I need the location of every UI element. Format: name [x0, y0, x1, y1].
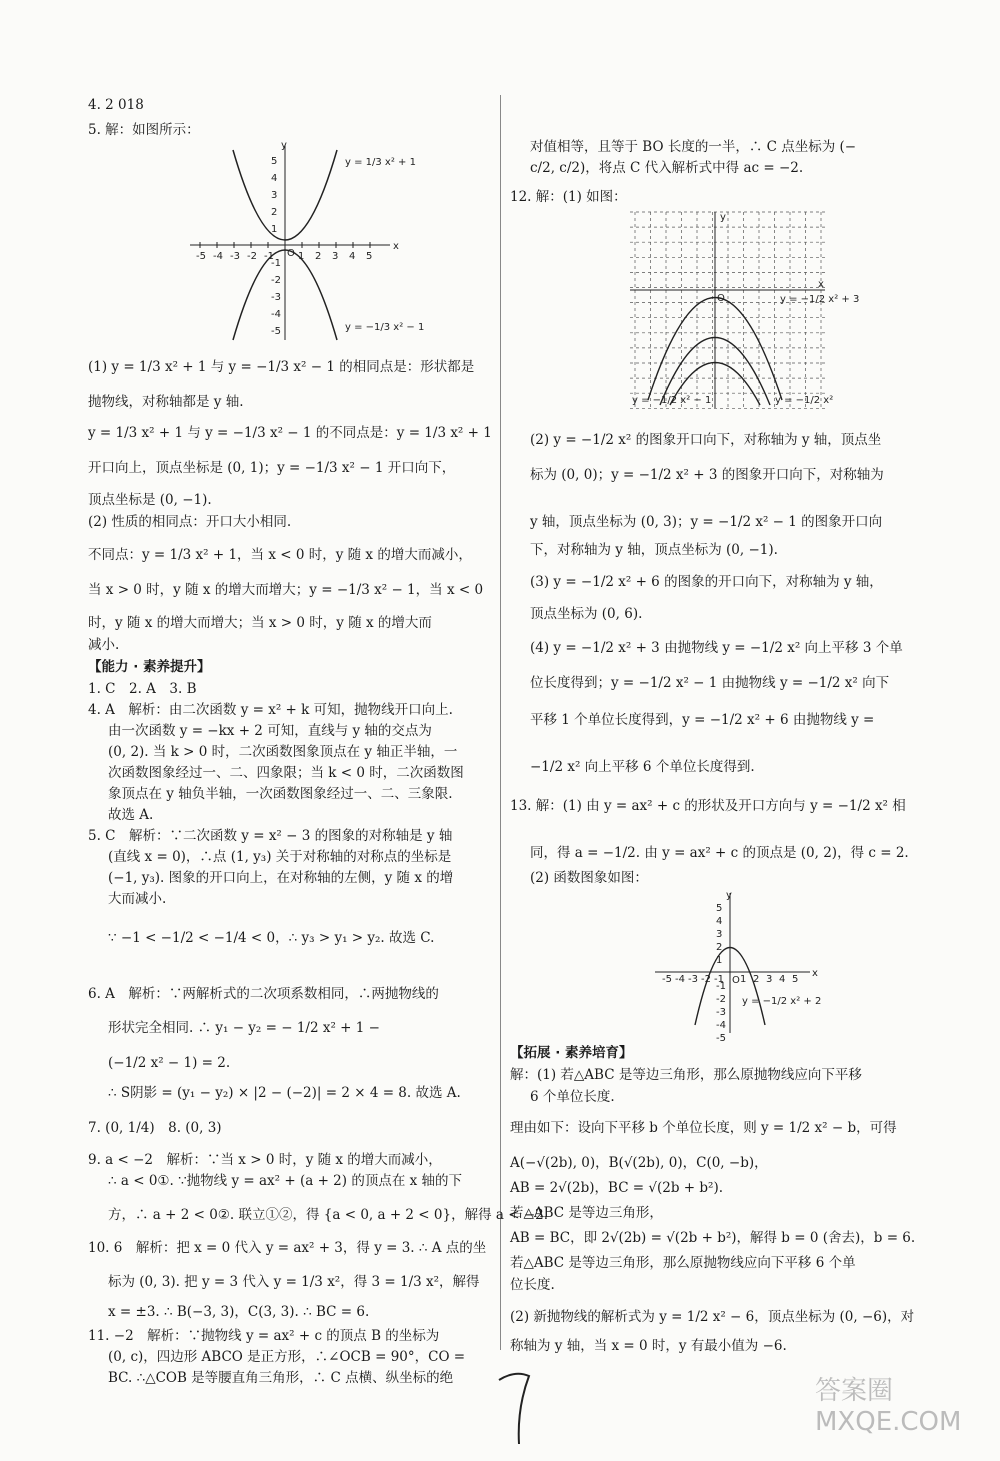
fig13-y-tick-label: -5 [716, 1033, 726, 1044]
fig13-x-tick-label: 1 [740, 974, 747, 985]
fig13-curve-label: y = −1/2 x² + 2 [742, 996, 822, 1007]
text-line: ∵ −1 < −1/2 < −1/4 < 0，∴ y₃ > y₁ > y₂. 故选 C. [108, 930, 435, 946]
text-line: 7. (0, 1/4) 8. (0, 3) [88, 1120, 222, 1136]
text-line: ∴ S阴影 = (y₁ − y₂) × |2 − (−2)| = 2 × 4 = 8. 故选 A. [108, 1085, 461, 1101]
fig13-y-tick-label: 3 [716, 929, 723, 940]
text-line: c/2, c/2)，将点 C 代入解析式中得 ac = −2. [530, 160, 804, 176]
fig5-lower-curve-label: y = −1/3 x² − 1 [345, 322, 425, 333]
text-line: 形状完全相同. ∴ y₁ − y₂ = − 1/2 x² + 1 − [108, 1020, 380, 1036]
text-line: (1) y = 1/3 x² + 1 与 y = −1/3 x² − 1 的相同点是：形状都是 [88, 359, 475, 375]
fig13-y-tick-label: 1 [716, 955, 723, 966]
text-line: 抛物线，对称轴都是 y 轴. [88, 394, 244, 410]
fig13-x-tick-label: -3 [688, 974, 698, 985]
fig5-x-axis-label: x [393, 241, 399, 252]
fig13-y-tick-label: -2 [716, 994, 726, 1005]
section-heading: 【能力 · 素养提升】 [88, 659, 211, 675]
text-line: y 轴，顶点坐标为 (0, 3)；y = −1/2 x² − 1 的图象开口向 [530, 514, 883, 530]
fig5-x-tick-label: -3 [230, 251, 240, 262]
fig12-curve-label-1: y = −1/2 x² + 3 [780, 294, 860, 305]
fig13-y-tick-label: 2 [716, 942, 723, 953]
fig13-x-tick-label: 4 [779, 974, 786, 985]
text-line: 同，得 a = −1/2. 由 y = ax² + c 的顶点是 (0, 2)，得 c = 2. [530, 845, 909, 861]
handwritten-page-number [495, 1368, 535, 1448]
fig5-x-tick-label: -4 [213, 251, 223, 262]
fig5-y-tick-label: 2 [271, 207, 278, 218]
text-line: 减小. [88, 637, 120, 653]
fig12-x-axis-label: x [818, 279, 824, 290]
fig5-origin: O [287, 248, 295, 259]
fig12-origin: O [717, 293, 725, 304]
text-line: 6 个单位长度. [530, 1089, 615, 1105]
text-line: x = ±3. ∴ B(−3, 3)，C(3, 3). ∴ BC = 6. [108, 1304, 370, 1320]
text-line: AB = BC，即 2√(2b) = √(2b + b²)，解得 b = 0 (舍去)，b = 6. [510, 1230, 916, 1246]
fig13-x-tick-label: 3 [766, 974, 773, 985]
fig5-y-tick-label: -3 [271, 292, 281, 303]
text-line: (3) y = −1/2 x² + 6 的图象的开口向下，对称轴为 y 轴， [530, 574, 883, 590]
text-line: 故选 A. [108, 807, 154, 823]
fig5-y-tick-label: -2 [271, 275, 281, 286]
text-line: (−1, y₃). 图象的开口向上，在对称轴的左侧，y 随 x 的增 [108, 870, 454, 886]
fig13-y-tick-label: 5 [716, 903, 723, 914]
fig5-x-tick-label: 1 [298, 251, 305, 262]
fig5-x-tick-label: 3 [332, 251, 339, 262]
fig13-x-tick-label: -2 [701, 974, 711, 985]
text-line: 4. 2 018 [88, 97, 144, 113]
text-line: 次函数图象经过一、二、四象限；当 k < 0 时，二次函数图 [108, 765, 464, 781]
text-line: A(−√(2b), 0)，B(√(2b), 0)，C(0, −b)， [510, 1155, 768, 1171]
text-line: (4) y = −1/2 x² + 3 由抛物线 y = −1/2 x² 向上平移 3 个单 [530, 640, 903, 656]
text-line: 称轴为 y 轴，当 x = 0 时，y 有最小值为 −6. [510, 1338, 787, 1354]
text-line: 若△ABC 是等边三角形，那么原抛物线应向下平移 6 个单 [510, 1255, 856, 1271]
text-line: (0, c)，四边形 ABCO 是正方形，∴∠OCB = 90°，CO = [108, 1349, 466, 1365]
figure-problem-13 [650, 890, 822, 1044]
fig13-y-tick-label: -3 [716, 1007, 726, 1018]
fig13-y-axis-label: y [726, 890, 732, 901]
text-line: 1. C 2. A 3. B [88, 681, 197, 697]
fig13-y-tick-label: -1 [716, 981, 726, 992]
text-line: 当 x > 0 时，y 随 x 的增大而增大；y = −1/3 x² − 1，当 x < 0 [88, 582, 484, 598]
fig13-origin: O [732, 975, 740, 986]
fig5-x-tick-label: 2 [315, 251, 322, 262]
text-line: 位长度得到；y = −1/2 x² − 1 由抛物线 y = −1/2 x² 向下 [530, 675, 890, 691]
text-line: (0, 2). 当 k > 0 时，二次函数图象顶点在 y 轴正半轴，一 [108, 744, 458, 760]
text-line: 位长度. [510, 1277, 555, 1293]
fig5-y-axis-label: y [281, 140, 287, 151]
fig5-x-tick-label: 4 [349, 251, 356, 262]
fig12-y-axis-label: y [720, 212, 726, 223]
fig13-y-tick-label: -4 [716, 1020, 726, 1031]
fig5-x-tick-label: -2 [247, 251, 257, 262]
section-heading: 【拓展 · 素养培育】 [510, 1045, 633, 1061]
figure-problem-5 [185, 140, 425, 350]
text-line: AB = 2√(2b)，BC = √(2b + b²). [510, 1180, 724, 1196]
text-line: 标为 (0, 0)；y = −1/2 x² + 3 的图象开口向下，对称轴为 [530, 467, 884, 483]
watermark: 答案圈 MXQE.COM [815, 1376, 962, 1437]
text-line: 对值相等，且等于 BO 长度的一半，∴ C 点坐标为 (− [530, 139, 857, 155]
text-line: −1/2 x² 向上平移 6 个单位长度得到. [530, 759, 755, 775]
text-line: 开口向上，顶点坐标是 (0, 1)；y = −1/3 x² − 1 开口向下， [88, 460, 456, 476]
text-line: 5. 解：如图所示： [88, 122, 200, 138]
text-line: 时，y 随 x 的增大而增大；当 x > 0 时，y 随 x 的增大而 [88, 615, 432, 631]
text-line: 13. 解：(1) 由 y = ax² + c 的形状及开口方向与 y = −1/2 x² 相 [510, 798, 906, 814]
text-line: 方，∴ a + 2 < 0②. 联立①②，得 {a < 0, a + 2 < 0}，解得 a < −2. [108, 1207, 549, 1223]
text-line: 下，对称轴为 y 轴，顶点坐标为 (0, −1). [530, 542, 778, 558]
fig13-x-tick-label: -4 [675, 974, 685, 985]
figure-problem-12 [630, 210, 860, 410]
text-line: 4. A 解析：由二次函数 y = x² + k 可知，抛物线开口向上. [88, 702, 453, 718]
text-line: y = 1/3 x² + 1 与 y = −1/3 x² − 1 的不同点是：y = 1/3 x² + 1 [88, 425, 492, 441]
text-line: 5. C 解析：∵二次函数 y = x² − 3 的图象的对称轴是 y 轴 [88, 828, 453, 844]
fig13-y-tick-label: 4 [716, 916, 723, 927]
text-line: BC. ∴△COB 是等腰直角三角形，∴ C 点横、纵坐标的绝 [108, 1370, 454, 1386]
fig13-x-tick-label: -5 [662, 974, 672, 985]
text-line: 理由如下：设向下平移 b 个单位长度，则 y = 1/2 x² − b，可得 [510, 1120, 897, 1136]
fig12-curve-label-2: y = −1/2 x² − 1 [632, 395, 712, 406]
fig5-y-tick-label: -4 [271, 309, 281, 320]
text-line: (2) y = −1/2 x² 的图象开口向下，对称轴为 y 轴，顶点坐 [530, 432, 882, 448]
text-line: 6. A 解析：∵两解析式的二次项系数相同，∴两抛物线的 [88, 986, 439, 1002]
fig5-y-tick-label: 5 [271, 156, 278, 167]
text-line: 标为 (0, 3). 把 y = 3 代入 y = 1/3 x²，得 3 = 1/3 x²，解得 [108, 1274, 480, 1290]
text-line: (2) 新抛物线的解析式为 y = 1/2 x² − 6，顶点坐标为 (0, −6)，对 [510, 1309, 915, 1325]
text-line: 大而减小. [108, 891, 167, 907]
fig5-y-tick-label: 1 [271, 224, 278, 235]
fig12-curve-label-3: y = −1/2 x² [775, 395, 834, 406]
fig5-y-tick-label: 3 [271, 190, 278, 201]
fig5-y-tick-label: 4 [271, 173, 278, 184]
fig5-x-tick-label: -5 [196, 251, 206, 262]
text-line: 顶点坐标是 (0, −1). [88, 492, 212, 508]
text-line: 解：(1) 若△ABC 是等边三角形，那么原抛物线应向下平移 [510, 1067, 862, 1083]
text-line: 不同点：y = 1/3 x² + 1，当 x < 0 时，y 随 x 的增大而减小， [88, 547, 472, 563]
fig5-upper-curve-label: y = 1/3 x² + 1 [345, 157, 416, 168]
text-line: 12. 解：(1) 如图： [510, 189, 627, 205]
text-line: 10. 6 解析：把 x = 0 代入 y = ax² + 3，得 y = 3. ∴ A 点的坐 [88, 1240, 487, 1256]
text-line: 平移 1 个单位长度得到，y = −1/2 x² + 6 由抛物线 y = [530, 712, 875, 728]
fig5-y-tick-label: -5 [271, 326, 281, 337]
text-line: (2) 函数图象如图： [530, 870, 648, 886]
fig13-x-axis-label: x [812, 968, 818, 979]
fig5-x-tick-label: 5 [366, 251, 373, 262]
text-line: 9. a < −2 解析：∵当 x > 0 时，y 随 x 的增大而减小， [88, 1152, 442, 1168]
text-line: (直线 x = 0)，∴点 (1, y₃) 关于对称轴的对称点的坐标是 [108, 849, 452, 865]
text-line: 顶点坐标为 (0, 6). [530, 606, 643, 622]
fig5-x-tick-label: -1 [264, 251, 274, 262]
text-line: 由一次函数 y = −kx + 2 可知，直线与 y 轴的交点为 [108, 723, 432, 739]
text-line: (−1/2 x² − 1) = 2. [108, 1055, 231, 1071]
fig13-x-tick-label: -1 [714, 974, 724, 985]
fig13-x-tick-label: 5 [792, 974, 799, 985]
text-line: (2) 性质的相同点：开口大小相同. [88, 514, 292, 530]
page-number-text [495, 1368, 496, 1369]
column-divider [500, 95, 501, 1350]
text-line: 若△ABC 是等边三角形， [510, 1205, 663, 1221]
text-line: ∴ a < 0①. ∵抛物线 y = ax² + (a + 2) 的顶点在 x 轴的下 [108, 1173, 463, 1189]
fig13-x-tick-label: 2 [753, 974, 760, 985]
text-line: 11. −2 解析：∵抛物线 y = ax² + c 的顶点 B 的坐标为 [88, 1328, 440, 1344]
fig5-y-tick-label: -1 [271, 258, 281, 269]
text-line: 象顶点在 y 轴负半轴，一次函数图象经过一、二、三象限. [108, 786, 453, 802]
